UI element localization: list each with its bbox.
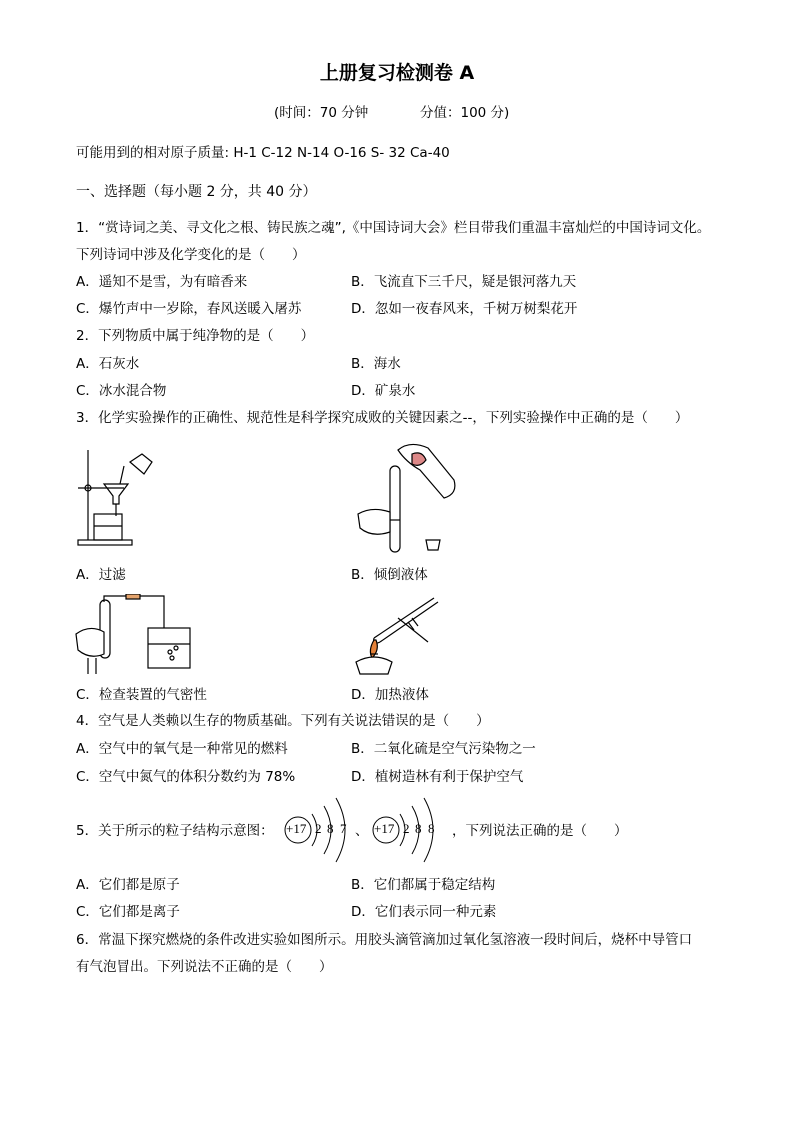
question-1-option-a: A．遥知不是雪，为有暗香来 xyxy=(76,274,248,290)
shell-1-count: 2 xyxy=(315,821,322,836)
atom-diagram-287 xyxy=(282,794,362,866)
question-1-option-b: B．飞流直下三千尺，疑是银河落九天 xyxy=(351,274,577,290)
airtightness-check-figure xyxy=(74,594,196,676)
page-title: 上册复习检测卷 A xyxy=(319,62,475,84)
question-5-option-b: B．它们都属于稳定结构 xyxy=(351,877,496,893)
question-3-option-a: A．过滤 xyxy=(76,567,126,583)
question-1-option-c: C．爆竹声中一岁除，春风送暖入屠苏 xyxy=(76,301,302,317)
shell-2-count: 8 xyxy=(415,821,422,836)
nucleus-charge: +17 xyxy=(286,821,307,836)
shell-3-count: 8 xyxy=(428,821,435,836)
filtration-figure xyxy=(74,444,156,548)
question-3-option-c: C．检查装置的气密性 xyxy=(76,687,207,703)
question-4-option-c: C．空气中氮气的体积分数约为 78% xyxy=(76,769,296,785)
question-3-option-b: B．倾倒液体 xyxy=(351,567,428,583)
exam-time: (时间：70 分钟 xyxy=(274,105,369,121)
nucleus-charge: +17 xyxy=(374,821,395,836)
question-5-stem-tail: ，下列说法正确的是（ ） xyxy=(452,823,628,839)
question-4-option-b: B．二氧化硫是空气污染物之一 xyxy=(351,741,536,757)
heating-liquid-figure xyxy=(350,592,442,678)
question-2-option-b: B．海水 xyxy=(351,356,401,372)
question-2-option-a: A．石灰水 xyxy=(76,356,140,372)
question-2-option-c: C．冰水混合物 xyxy=(76,383,167,399)
atom-diagram-288 xyxy=(370,794,450,866)
section-heading: 一、选择题（每小题 2 分，共 40 分） xyxy=(76,184,317,200)
atomic-masses: 可能用到的相对原子质量: H-1 C-12 N-14 O-16 S- 32 Ca-40 xyxy=(76,145,450,161)
question-6-stem-line1: 6．常温下探究燃烧的条件改进实验如图所示。用胶头滴管滴加过氧化氢溶液一段时间后，烧杯中导管口 xyxy=(76,932,693,948)
question-6-stem-line2: 有气泡冒出。下列说法不正确的是（ ） xyxy=(76,959,333,975)
question-4-option-a: A．空气中的氧气是一种常见的燃料 xyxy=(76,741,288,757)
exam-score: 分值：100 分) xyxy=(420,105,510,121)
question-1-option-d: D．忽如一夜春风来，千树万树梨花开 xyxy=(351,301,578,317)
question-3-option-d: D．加热液体 xyxy=(351,687,429,703)
question-2-stem: 2．下列物质中属于纯净物的是（ ） xyxy=(76,328,315,344)
question-1-stem-line2: 下列诗词中涉及化学变化的是（ ） xyxy=(76,247,306,263)
question-4-option-d: D．植树造林有利于保护空气 xyxy=(351,769,524,785)
question-5-option-a: A．它们都是原子 xyxy=(76,877,180,893)
question-5-stem: 5．关于所示的粒子结构示意图： xyxy=(76,823,274,839)
shell-2-count: 8 xyxy=(327,821,334,836)
diagram-separator: 、 xyxy=(355,823,369,839)
question-3-stem: 3．化学实验操作的正确性、规范性是科学探究成败的关键因素之--，下列实验操作中正确的是（ ） xyxy=(76,410,689,426)
shell-3-count: 7 xyxy=(340,821,347,836)
shell-1-count: 2 xyxy=(403,821,410,836)
question-5-option-c: C．它们都是离子 xyxy=(76,904,180,920)
pouring-liquid-figure xyxy=(350,440,460,556)
question-4-stem: 4．空气是人类赖以生存的物质基础。下列有关说法错误的是（ ） xyxy=(76,713,490,729)
question-5-option-d: D．它们表示同一种元素 xyxy=(351,904,497,920)
question-2-option-d: D．矿泉水 xyxy=(351,383,416,399)
question-1-stem-line1: 1．“赏诗词之美、寻文化之根、铸民族之魂”,《中国诗词大会》栏目带我们重温丰富灿烂的中国诗词文化。 xyxy=(76,220,711,236)
